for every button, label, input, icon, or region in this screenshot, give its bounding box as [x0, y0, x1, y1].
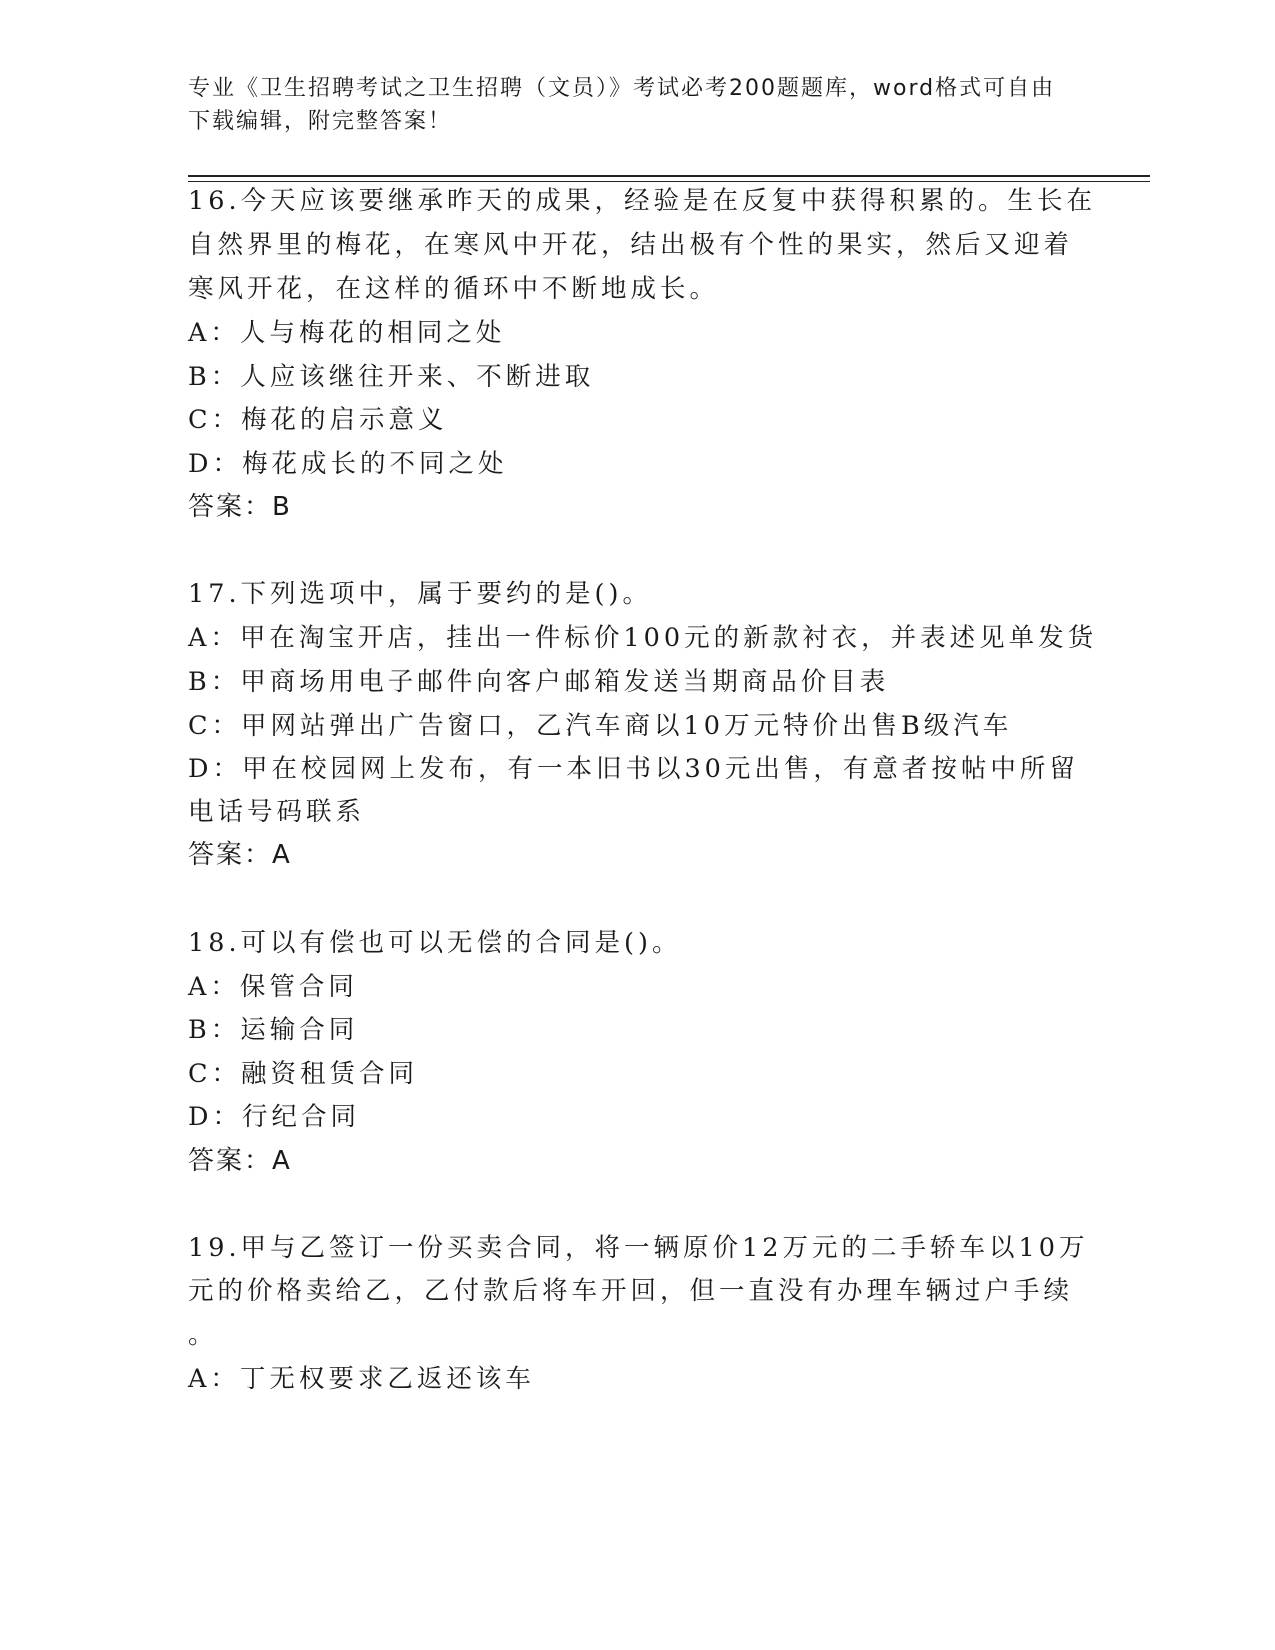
question-17-option-b: B：甲商场用电子邮件向客户邮箱发送当期商品价目表	[188, 667, 890, 697]
question-17-option-d-line-2: 电话号码联系	[188, 797, 366, 827]
question-19-stem-line-1: 19.甲与乙签订一份买卖合同，将一辆原价12万元的二手轿车以10万	[188, 1233, 1089, 1263]
question-18-stem-line-1: 18.可以有偿也可以无偿的合同是()。	[188, 928, 682, 958]
question-17-answer: 答案：A	[188, 840, 292, 870]
question-16-option-d: D：梅花成长的不同之处	[188, 449, 508, 479]
question-16-option-c: C：梅花的启示意义	[188, 405, 448, 435]
question-16-stem-line-2: 自然界里的梅花，在寒风中开花，结出极有个性的果实，然后又迎着	[188, 230, 1074, 260]
question-19-stem-line-2: 元的价格卖给乙，乙付款后将车开回，但一直没有办理车辆过户手续	[188, 1276, 1074, 1306]
question-16-option-b: B：人应该继往开来、不断进取	[188, 362, 595, 392]
question-18-option-d: D：行纪合同	[188, 1102, 360, 1132]
question-19-option-a: A：丁无权要求乙返还该车	[188, 1364, 535, 1394]
document-header: 专业《卫生招聘考试之卫生招聘（文员）》考试必考200题题库，word格式可自由下载编辑，附完整答案！	[188, 76, 1056, 134]
question-16-stem-line-1: 16.今天应该要继承昨天的成果，经验是在反复中获得积累的。生长在	[188, 186, 1097, 216]
question-17-option-c: C：甲网站弹出广告窗口，乙汽车商以10万元特价出售B级汽车	[188, 711, 1013, 741]
question-17-option-a: A：甲在淘宝开店，挂出一件标价100元的新款衬衣，并表述见单发货	[188, 623, 1098, 653]
header-divider-thick	[188, 175, 1150, 177]
question-18-answer: 答案：A	[188, 1146, 292, 1176]
question-18-option-b: B：运输合同	[188, 1015, 359, 1045]
question-16-answer: 答案：B	[188, 492, 292, 522]
header-divider-thin	[188, 181, 1150, 182]
question-18-option-c: C：融资租赁合同	[188, 1059, 419, 1089]
question-17-stem-line-1: 17.下列选项中，属于要约的是()。	[188, 579, 652, 609]
question-16-stem-line-3: 寒风开花，在这样的循环中不断地成长。	[188, 274, 720, 304]
question-16-option-a: A：人与梅花的相同之处	[188, 318, 506, 348]
question-17-option-d-line-1: D：甲在校园网上发布，有一本旧书以30元出售，有意者按帖中所留	[188, 754, 1079, 784]
question-19-stem-line-3: 。	[188, 1320, 218, 1350]
question-18-option-a: A：保管合同	[188, 972, 358, 1002]
